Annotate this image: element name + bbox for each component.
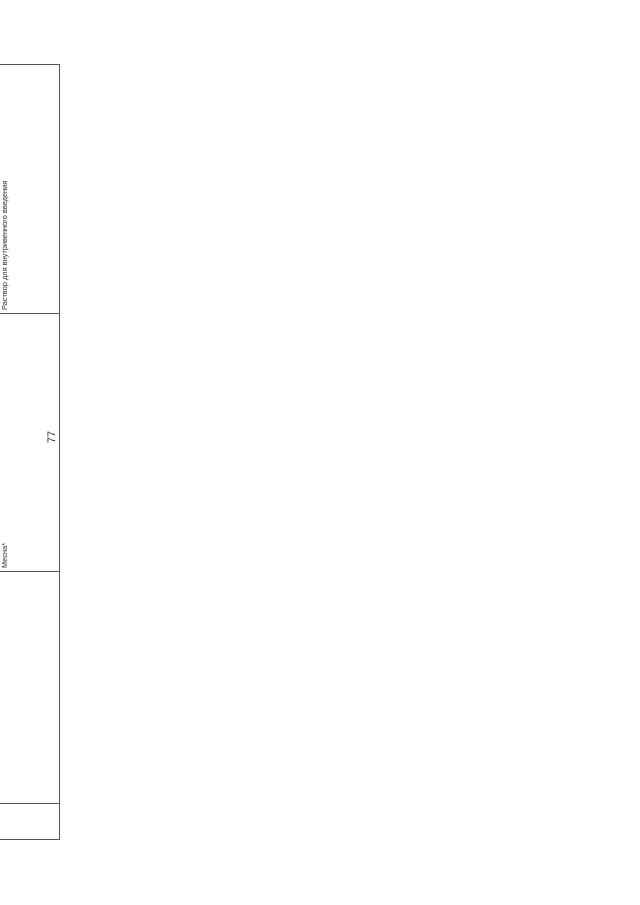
page-number: 77 (46, 430, 58, 444)
form-line: Раствор для внутривенного введения (0, 180, 9, 310)
atc-table (0, 64, 60, 840)
row-forms (0, 65, 60, 314)
row-code (0, 804, 60, 840)
row-atc (0, 572, 60, 804)
row-drug: Месна* (0, 314, 60, 572)
